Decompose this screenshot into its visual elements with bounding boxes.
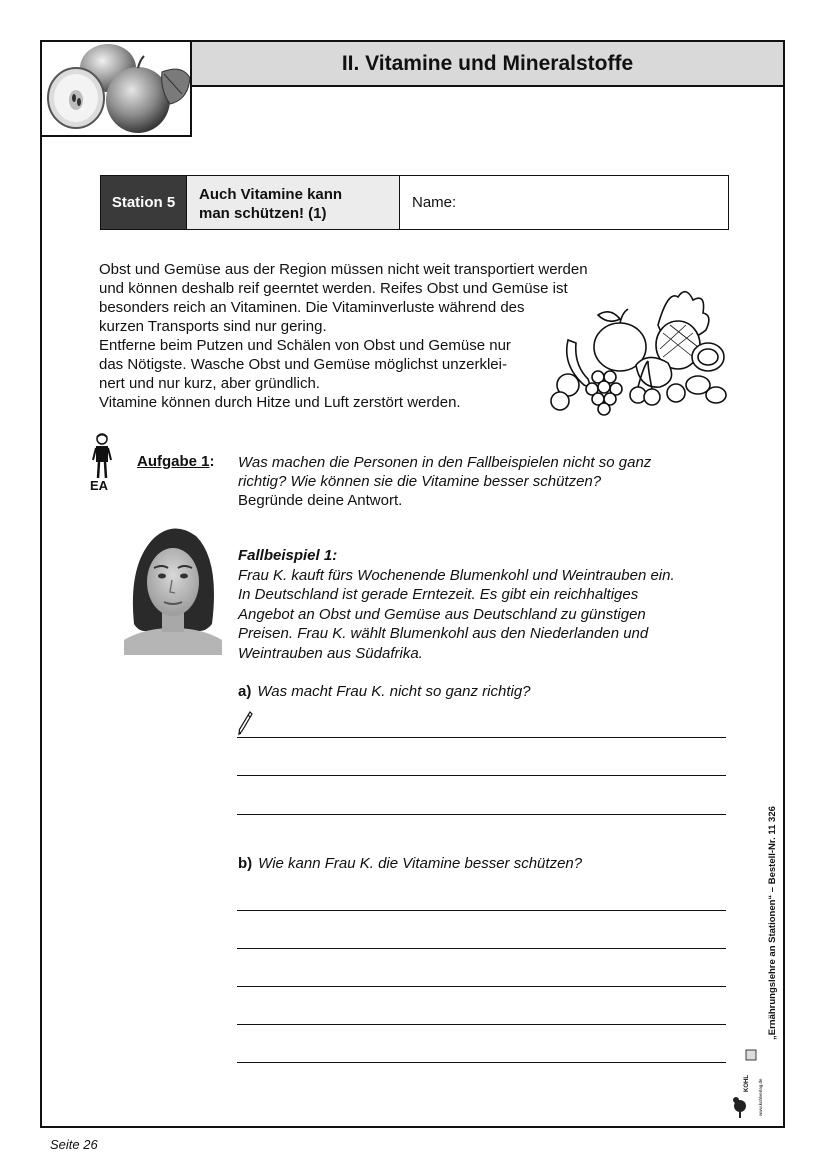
order-number-note: „Ernährungslehre an Stationen“ – Bestell-Nr. 11 326: [767, 806, 778, 1040]
task-label-colon: :: [209, 453, 215, 470]
woman-portrait: [124, 524, 222, 655]
intro-line: und können deshalb reif geerntet werden. Reifes Obst und Gemüse ist: [99, 280, 568, 297]
task-line: Begründe deine Antwort.: [238, 492, 403, 509]
question-text: Was macht Frau K. nicht so ganz richtig?: [257, 683, 531, 700]
intro-line: Vitamine können durch Hitze und Luft zerstört werden.: [99, 394, 461, 411]
case-heading: Fallbeispiel 1:: [238, 547, 338, 564]
name-field[interactable]: [400, 176, 728, 229]
station-topic-line-2: man schützen! (1): [199, 205, 327, 222]
intro-line: Entferne beim Putzen und Schälen von Obst und Gemüse nur: [99, 337, 511, 354]
publisher-logo: [732, 1048, 772, 1120]
single-work-icon: [92, 432, 112, 482]
task-line: richtig? Wie können sie die Vitamine besser schützen?: [238, 473, 602, 490]
intro-line: das Nötigste. Wasche Obst und Gemüse möglichst unzerklei-: [99, 356, 507, 373]
task-label: [137, 453, 215, 470]
case-line: Weintrauben aus Südafrika.: [238, 644, 423, 662]
pencil-icon: [237, 711, 253, 737]
station-number: Station 5: [101, 176, 187, 229]
answer-line[interactable]: [237, 948, 726, 949]
case-line: Preisen. Frau K. wählt Blumenkohl aus den Niederlanden und: [238, 625, 649, 642]
question-letter: a): [238, 683, 252, 700]
answer-line[interactable]: [237, 986, 726, 987]
fruit-basket-illustration: [548, 285, 728, 420]
case-line: Frau K. kauft fürs Wochenende Blumenkohl und Weintrauben ein.: [238, 566, 675, 584]
intro-line: kurzen Transports sind nur gering.: [99, 318, 327, 335]
page-number: Seite 26: [50, 1137, 98, 1152]
work-mode-label: EA: [90, 478, 109, 493]
intro-line: nert und nur kurz, aber gründlich.: [99, 375, 320, 392]
answer-line[interactable]: [237, 737, 726, 738]
answer-line[interactable]: [237, 1024, 726, 1025]
intro-line: Obst und Gemüse aus der Region müssen nicht weit transportiert werden: [99, 261, 588, 278]
answer-line[interactable]: [237, 775, 726, 776]
answer-line[interactable]: [237, 1062, 726, 1063]
question-a: [238, 683, 531, 700]
case-line: Angebot an Obst und Gemüse aus Deutschland zu günstigen: [238, 605, 646, 623]
question-text: Wie kann Frau K. die Vitamine besser schützen?: [258, 855, 583, 872]
answer-line[interactable]: [237, 814, 726, 815]
station-header-table: [100, 175, 729, 230]
question-b: [238, 855, 582, 872]
station-topic: [187, 176, 400, 229]
publisher-url: www.kohlverlag.de: [758, 1078, 763, 1116]
station-topic-line-1: Auch Vitamine kann: [199, 186, 343, 203]
task-line: Was machen die Personen in den Fallbeispielen nicht so ganz: [238, 454, 652, 471]
case-line: In Deutschland ist gerade Erntezeit. Es gibt ein reichhaltiges: [238, 586, 639, 603]
answer-line[interactable]: [237, 910, 726, 911]
page-title: II. Vitamine und Mineralstoffe: [190, 40, 785, 87]
name-label: Name:: [412, 194, 457, 211]
question-letter: b): [238, 855, 253, 872]
task-label-text: Aufgabe 1: [137, 453, 210, 470]
case-example: [238, 546, 718, 663]
apple-image: [42, 42, 192, 137]
svg-text:KOHL: KOHL: [744, 1075, 750, 1092]
task-instructions: [238, 453, 718, 510]
intro-line: besonders reich an Vitaminen. Die Vitaminverluste während des: [99, 299, 525, 316]
apple-illustration: [40, 40, 192, 137]
